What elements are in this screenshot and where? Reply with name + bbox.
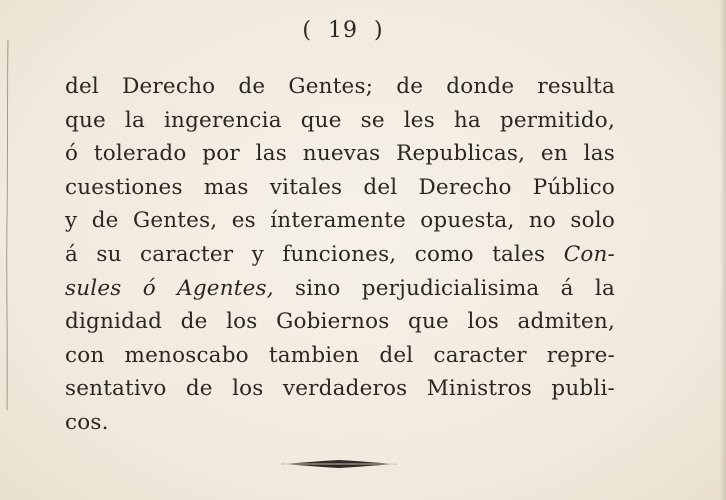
body-text [65,70,615,440]
text-line [65,272,615,306]
text-segment: sino perjudicialisima á la [295,275,615,301]
text-line: del Derecho de Gentes; de donde resulta [65,74,615,99]
text-line: cos. [65,409,109,435]
italic-segment: Con- [563,241,615,267]
text-line [65,238,615,272]
text-line: y de Gentes, es ínteramente opuesta, no solo [65,208,615,234]
text-line: ó tolerado por las nuevas Republicas, en las [65,141,615,167]
margin-pencil-line [6,40,9,410]
page-edge-shadow [720,0,726,500]
italic-segment: sules ó Agentes, [65,275,274,301]
text-line: sentativo de los verdaderos Ministros publi- [65,376,615,402]
text-line: que la ingerencia que se les ha permitido, [65,107,615,133]
tailpiece-ornament [280,458,398,470]
page-number: ( 19 ) [302,18,384,43]
text-line: cuestiones mas vitales del Derecho Público [65,174,615,200]
text-line: dignidad de los Gobiernos que los admiten, [65,309,615,335]
text-line: con menoscabo tambien del caracter repre- [65,342,615,368]
text-segment: á su caracter y funciones, como tales [65,241,546,267]
